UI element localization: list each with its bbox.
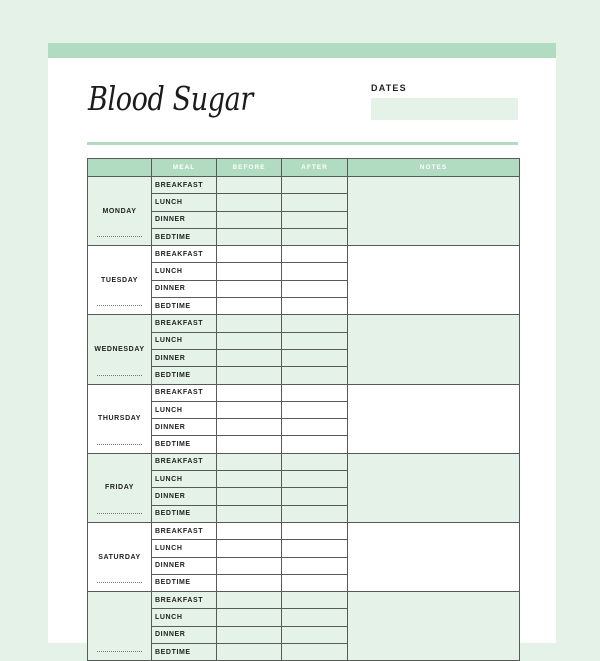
before-reading-cell[interactable] <box>217 505 282 522</box>
after-reading-cell[interactable] <box>282 194 348 211</box>
day-name: TUESDAY <box>100 276 138 284</box>
before-reading-cell[interactable] <box>217 349 282 366</box>
meal-label: BEDTIME <box>152 298 217 315</box>
before-reading-cell[interactable] <box>217 592 282 609</box>
after-reading-cell[interactable] <box>282 522 348 539</box>
after-reading-cell[interactable] <box>282 367 348 384</box>
meal-label: BEDTIME <box>152 436 217 453</box>
table-body <box>88 177 520 661</box>
meal-label: BREAKFAST <box>152 177 217 194</box>
meal-label: LUNCH <box>152 194 217 211</box>
meal-label: BREAKFAST <box>152 453 217 470</box>
after-reading-cell[interactable] <box>282 332 348 349</box>
after-reading-cell[interactable] <box>282 315 348 332</box>
after-reading-cell[interactable] <box>282 280 348 297</box>
after-reading-cell[interactable] <box>282 177 348 194</box>
meal-label: BREAKFAST <box>152 246 217 263</box>
after-reading-cell[interactable] <box>282 609 348 626</box>
before-reading-cell[interactable] <box>217 626 282 643</box>
before-reading-cell[interactable] <box>217 609 282 626</box>
date-write-line[interactable] <box>97 513 142 514</box>
table-row <box>88 315 520 332</box>
date-write-line[interactable] <box>97 375 142 376</box>
table-row <box>88 453 520 470</box>
date-write-line[interactable] <box>97 305 142 306</box>
notes-cell[interactable] <box>348 592 520 661</box>
before-reading-cell[interactable] <box>217 574 282 591</box>
after-reading-cell[interactable] <box>282 246 348 263</box>
table-row <box>88 592 520 609</box>
after-reading-cell[interactable] <box>282 592 348 609</box>
before-reading-cell[interactable] <box>217 419 282 436</box>
before-reading-cell[interactable] <box>217 263 282 280</box>
day-name: FRIDAY <box>104 484 134 492</box>
after-reading-cell[interactable] <box>282 574 348 591</box>
header-after: AFTER <box>282 159 348 177</box>
after-reading-cell[interactable] <box>282 505 348 522</box>
meal-label: LUNCH <box>152 609 217 626</box>
title-divider <box>87 142 518 145</box>
before-reading-cell[interactable] <box>217 211 282 228</box>
after-reading-cell[interactable] <box>282 488 348 505</box>
after-reading-cell[interactable] <box>282 436 348 453</box>
meal-label: LUNCH <box>152 263 217 280</box>
meal-label: DINNER <box>152 280 217 297</box>
before-reading-cell[interactable] <box>217 453 282 470</box>
after-reading-cell[interactable] <box>282 401 348 418</box>
before-reading-cell[interactable] <box>217 436 282 453</box>
meal-label: BREAKFAST <box>152 522 217 539</box>
top-accent-band <box>48 43 556 58</box>
before-reading-cell[interactable] <box>217 332 282 349</box>
before-reading-cell[interactable] <box>217 194 282 211</box>
after-reading-cell[interactable] <box>282 626 348 643</box>
day-cell[interactable] <box>88 315 152 384</box>
table-row <box>88 522 520 539</box>
header-meal: MEAL <box>152 159 217 177</box>
after-reading-cell[interactable] <box>282 349 348 366</box>
notes-cell[interactable] <box>348 315 520 384</box>
day-cell[interactable] <box>88 177 152 246</box>
before-reading-cell[interactable] <box>217 280 282 297</box>
meal-label: BREAKFAST <box>152 315 217 332</box>
day-cell[interactable] <box>88 246 152 315</box>
notes-cell[interactable] <box>348 384 520 453</box>
before-reading-cell[interactable] <box>217 471 282 488</box>
after-reading-cell[interactable] <box>282 211 348 228</box>
dates-field[interactable] <box>371 98 518 120</box>
day-name: MONDAY <box>102 207 137 215</box>
meal-label: DINNER <box>152 488 217 505</box>
log-sheet <box>48 43 556 656</box>
after-reading-cell[interactable] <box>282 263 348 280</box>
notes-cell[interactable] <box>348 177 520 246</box>
after-reading-cell[interactable] <box>282 419 348 436</box>
before-reading-cell[interactable] <box>217 401 282 418</box>
before-reading-cell[interactable] <box>217 557 282 574</box>
after-reading-cell[interactable] <box>282 644 348 661</box>
table-row <box>88 246 520 263</box>
before-reading-cell[interactable] <box>217 644 282 661</box>
meal-label: DINNER <box>152 349 217 366</box>
date-write-line[interactable] <box>97 651 142 652</box>
after-reading-cell[interactable] <box>282 453 348 470</box>
after-reading-cell[interactable] <box>282 471 348 488</box>
meal-label: BREAKFAST <box>152 592 217 609</box>
before-reading-cell[interactable] <box>217 488 282 505</box>
before-reading-cell[interactable] <box>217 367 282 384</box>
meal-label: BEDTIME <box>152 505 217 522</box>
after-reading-cell[interactable] <box>282 298 348 315</box>
dates-label: DATES <box>371 83 407 93</box>
notes-cell[interactable] <box>348 453 520 522</box>
day-name: THURSDAY <box>97 415 142 423</box>
before-reading-cell[interactable] <box>217 228 282 245</box>
meal-label: BEDTIME <box>152 644 217 661</box>
before-reading-cell[interactable] <box>217 522 282 539</box>
notes-cell[interactable] <box>348 522 520 591</box>
day-cell[interactable] <box>88 592 152 661</box>
date-write-line[interactable] <box>97 582 142 583</box>
before-reading-cell[interactable] <box>217 298 282 315</box>
date-write-line[interactable] <box>97 444 142 445</box>
meal-label: LUNCH <box>152 401 217 418</box>
day-name: WEDNESDAY <box>94 345 145 353</box>
table-row <box>88 177 520 194</box>
after-reading-cell[interactable] <box>282 540 348 557</box>
meal-label: BREAKFAST <box>152 384 217 401</box>
table-row <box>88 384 520 401</box>
before-reading-cell[interactable] <box>217 384 282 401</box>
before-reading-cell[interactable] <box>217 177 282 194</box>
date-write-line[interactable] <box>97 236 142 237</box>
meal-label: LUNCH <box>152 471 217 488</box>
meal-label: BEDTIME <box>152 228 217 245</box>
header-notes: NOTES <box>348 159 520 177</box>
day-cell[interactable] <box>88 522 152 591</box>
header-day <box>88 159 152 177</box>
before-reading-cell[interactable] <box>217 540 282 557</box>
meal-label: BEDTIME <box>152 574 217 591</box>
header-before: BEFORE <box>217 159 282 177</box>
after-reading-cell[interactable] <box>282 557 348 574</box>
meal-label: LUNCH <box>152 540 217 557</box>
meal-label: LUNCH <box>152 332 217 349</box>
table-header-row <box>88 159 520 177</box>
meal-label: DINNER <box>152 419 217 436</box>
page-title: Blood Sugar <box>88 79 253 118</box>
notes-cell[interactable] <box>348 246 520 315</box>
day-name: SATURDAY <box>98 553 141 561</box>
after-reading-cell[interactable] <box>282 384 348 401</box>
before-reading-cell[interactable] <box>217 315 282 332</box>
before-reading-cell[interactable] <box>217 246 282 263</box>
after-reading-cell[interactable] <box>282 228 348 245</box>
day-cell[interactable] <box>88 453 152 522</box>
meal-label: DINNER <box>152 626 217 643</box>
blood-sugar-table <box>87 158 520 661</box>
meal-label: DINNER <box>152 211 217 228</box>
meal-label: DINNER <box>152 557 217 574</box>
day-cell[interactable] <box>88 384 152 453</box>
meal-label: BEDTIME <box>152 367 217 384</box>
